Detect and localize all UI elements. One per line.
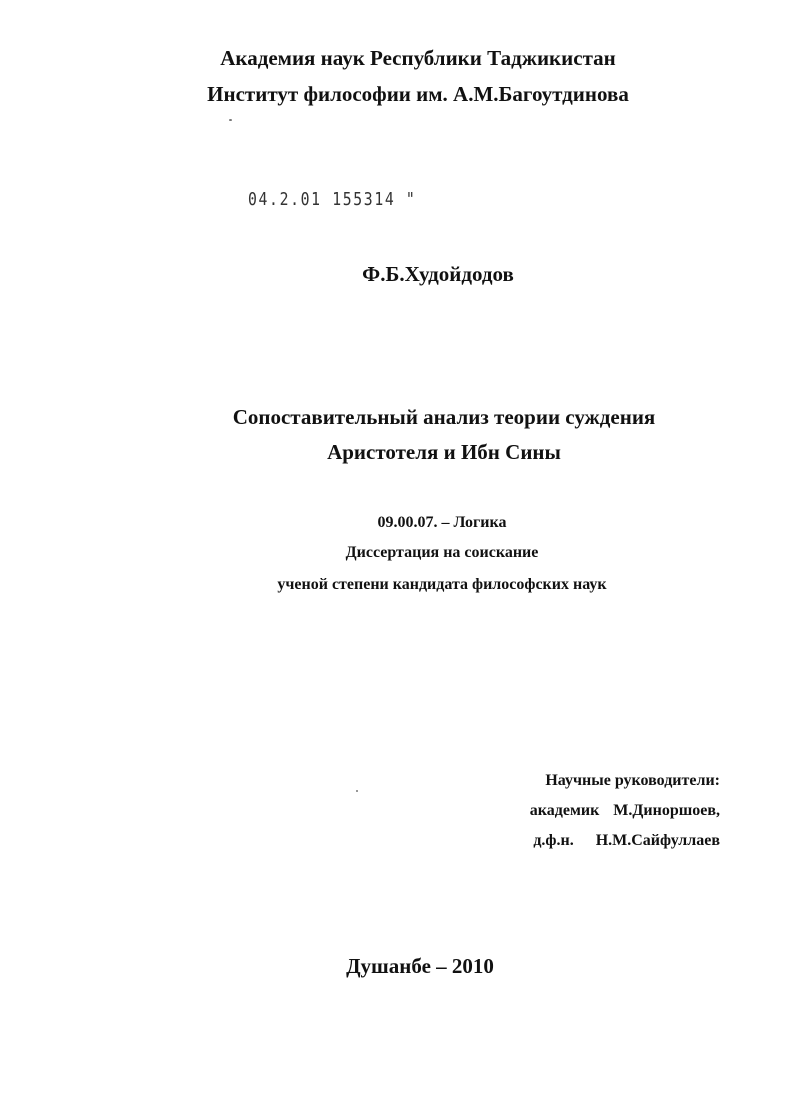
dissertation-type-line-1: Диссертация на соискание: [345, 544, 539, 561]
supervisor-2-title: д.ф.н.: [533, 832, 574, 849]
dissertation-title-line-2: Аристотеля и Ибн Сины: [327, 440, 561, 464]
scan-speck: [229, 119, 232, 121]
scan-speck: [356, 790, 358, 792]
author-name: Ф.Б.Худойдодов: [362, 262, 514, 286]
registration-number-stamp: 04.2.01 155314 ": [248, 189, 417, 210]
dissertation-type-line-2: ученой степени кандидата философских наук: [277, 576, 607, 593]
city-and-year: Душанбе – 2010: [346, 954, 494, 978]
supervisors-heading: Научные руководители:: [545, 772, 720, 789]
dissertation-title-line-1: Сопоставительный анализ теории суждения: [232, 405, 656, 429]
supervisor-1-name: М.Диноршоев,: [613, 802, 720, 819]
supervisors-block: [530, 766, 720, 856]
supervisor-1-title: академик: [529, 802, 600, 819]
specialty-code: 09.00.07. – Логика: [377, 514, 507, 531]
institute-name: Институт философии им. А.М.Багоутдинова: [207, 82, 629, 106]
supervisor-2-name: Н.М.Сайфуллаев: [595, 832, 720, 849]
supervisor-1: [530, 796, 720, 826]
supervisor-2: [530, 826, 720, 856]
academy-name: Академия наук Республики Таджикистан: [220, 46, 616, 70]
